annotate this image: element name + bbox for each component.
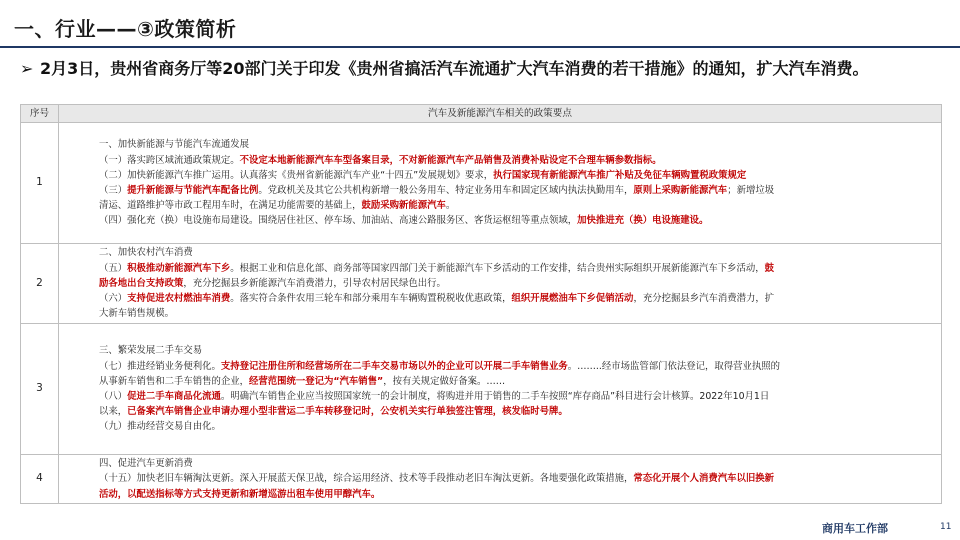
policy-highlight: 已备案汽车销售企业申请办理小型非营运二手车转移登记时，公安机关实行单独签注管理，核发临时号牌。 [127,406,568,418]
policy-text: ，充分挖掘县乡汽车消费潜力，扩 [633,293,775,305]
policy-text: （二）加快新能源汽车推广运用。认真落实《贵州省新能源汽车产业“十四五”发展规划》要求， [99,169,494,181]
row-number: 2 [21,244,59,324]
policy-highlight: 加快推进充（换）电设施建设。 [577,215,709,227]
policy-line [99,343,937,358]
policy-line [99,419,937,434]
policy-cell [59,324,942,455]
policy-cell [59,455,942,504]
policy-text: 。根据工业和信息化部、商务部等国家四部门关于新能源汽车下乡活动的工作安排，结合贵州实际组织开展新能源汽车下乡活动， [230,262,765,274]
policy-text: 。明确汽车销售企业应当按照国家统一的会计制度，将购进并用于销售的二手车按照“库存商品”科目进行会计核算。2022年10月1日 [220,391,770,402]
header-serial-no: 序号 [21,105,59,123]
policy-text: ，按有关规定做好备案。…… [383,375,506,387]
policy-line [99,389,937,404]
policy-text: （十五）加快老旧车辆淘汰更新。深入开展蓝天保卫战，综合运用经济、技术等手段推动老旧车淘汰更新。各地要强化政策措施， [99,473,634,485]
policy-highlight: 经营范围统一登记为“汽车销售” [249,375,384,387]
policy-highlight: 鼓励采购新能源汽车 [361,200,446,212]
table-header-row [21,105,942,123]
footer-department: 商用车工作部 [822,522,888,535]
policy-text: 从事新车销售和二手车销售的企业， [99,375,250,387]
policy-text: 一、加快新能源与节能汽车流通发展 [99,139,250,151]
policy-text: 。……..经市场监管部门依法登记，取得营业执照的 [567,360,780,372]
row-number: 3 [21,324,59,455]
policy-text: 清运、道路维护等市政工程用车时，在满足功能需要的基础上， [99,200,362,212]
policy-text: 二、加快农村汽车消费 [99,247,193,259]
policy-text: （一）落实跨区域流通政策规定。 [99,154,240,166]
policy-text: 。 [445,200,456,212]
policy-text: 。落实符合条件农用三轮车和部分乘用车车辆购置税税收优惠政策， [230,293,512,305]
policy-text: 。党政机关及其它公共机构新增一般公务用车、特定业务用车和固定区域内执法执勤用车， [258,185,634,196]
policy-text: （四）强化充（换）电设施布局建设。围绕居住社区、停车场、加油站、高速公路服务区、客货运枢纽等重点领域， [99,215,578,227]
headline-text: 2月3日，贵州省商务厅等20部门关于印发《贵州省搞活汽车流通扩大汽车消费的若干措施》的通知，扩大汽车消费。 [40,59,869,78]
policy-line [99,374,937,389]
policy-highlight: 支持登记注册住所和经营场所在二手车交易市场以外的企业可以开展二手车销售业务 [220,360,568,372]
policy-text: （三） [99,185,128,196]
policy-line [99,276,937,291]
policy-text: ；新增垃圾 [727,185,775,196]
title-divider [0,46,960,48]
policy-highlight: 鼓 [764,262,775,274]
policy-line [99,183,937,198]
row-number: 1 [21,123,59,244]
policy-line [99,213,937,228]
policy-line [99,487,937,502]
policy-highlight: 原则上采购新能源汽车 [633,185,728,196]
policy-line [99,359,937,374]
page-number: 11 [940,522,952,532]
policy-highlight: 组织开展燃油车下乡促销活动 [511,293,634,305]
policy-text: 大新车销售规模。 [99,308,175,320]
headline [20,58,945,79]
policy-line [99,291,937,306]
policy-highlight: 支持促进农村燃油车消费 [127,293,231,305]
policy-text: （八） [99,391,128,402]
policy-text: 以来， [99,406,128,418]
policy-text: 四、促进汽车更新消费 [99,458,193,470]
policy-highlight: 常态化开展个人消费汽车以旧换新 [633,473,775,485]
policy-table [20,104,942,504]
policy-highlight: 积极推动新能源汽车下乡 [127,262,231,274]
policy-line [99,471,937,486]
policy-cell [59,123,942,244]
policy-highlight: 执行国家现有新能源汽车推广补贴及免征车辆购置税政策规定 [493,169,747,181]
policy-text: （六） [99,293,128,305]
policy-cell [59,244,942,324]
policy-line [99,137,937,152]
bullet-arrow-icon: ➢ [20,59,34,78]
policy-line [99,198,937,213]
policy-highlight: 提升新能源与节能汽车配备比例 [127,185,259,196]
policy-line [99,456,937,471]
policy-highlight: 促进二手车商品化流通 [127,391,221,402]
policy-line [99,153,937,168]
policy-line [99,168,937,183]
policy-text: 三、繁荣发展二手车交易 [99,345,203,357]
table-row [21,123,942,244]
policy-line [99,306,937,321]
policy-text: ，充分挖掘县乡新能源汽车消费潜力，引导农村居民绿色出行。 [183,277,446,289]
policy-highlight: 励各地出台支持政策 [99,277,184,289]
policy-text: （七）推进经销业务便利化。 [99,360,221,372]
table-row [21,455,942,504]
policy-line [99,404,937,419]
policy-text: （九）推动经营交易自由化。 [99,421,221,433]
policy-highlight: 活动，以配送指标等方式支持更新和新增巡游出租车使用甲醇汽车。 [99,488,381,500]
header-policy-points: 汽车及新能源汽车相关的政策要点 [59,105,942,123]
slide-title: 一、行业——③政策简析 [14,17,237,41]
policy-text: （五） [99,262,128,274]
policy-highlight: 不设定本地新能源汽车车型备案目录，不对新能源汽车产品销售及消费补贴设定不合理车辆参数指标。 [239,154,662,166]
row-number: 4 [21,455,59,504]
table-row [21,324,942,455]
policy-line [99,245,937,260]
table-row [21,244,942,324]
policy-line [99,261,937,276]
